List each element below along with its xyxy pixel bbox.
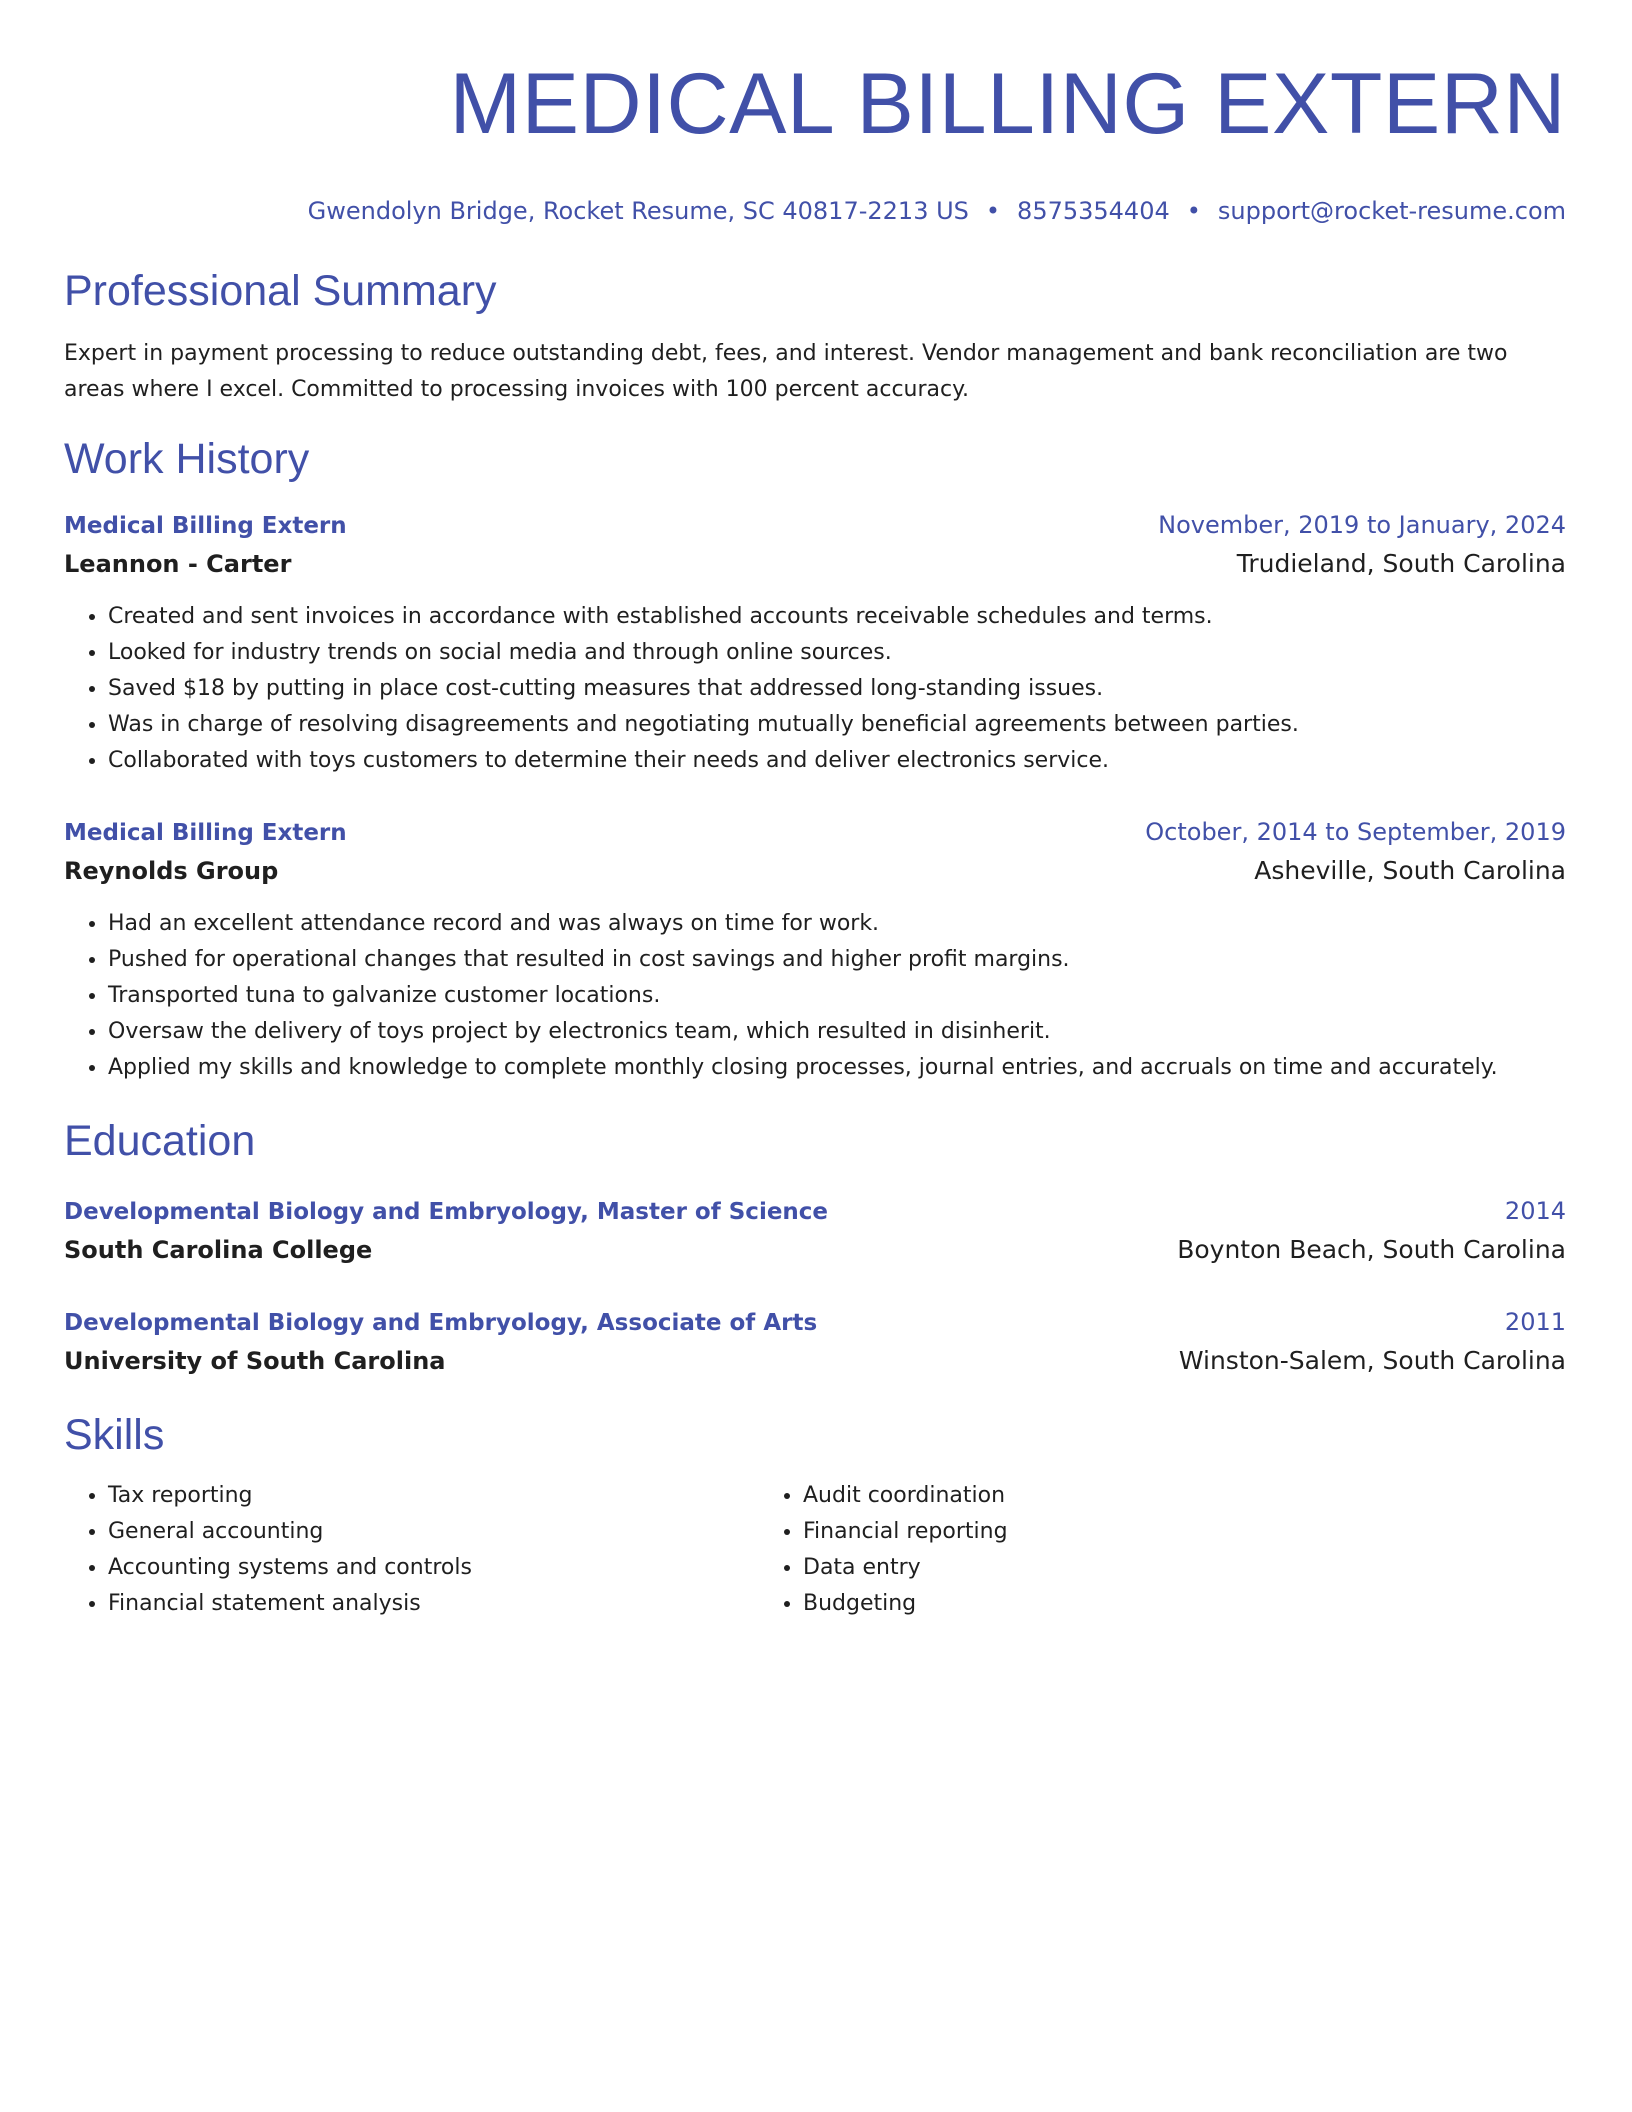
skills-columns xyxy=(64,1478,1566,1622)
skills-heading: Skills xyxy=(64,1411,165,1459)
job-bullet: • Saved $18 by putting in place cost-cutting measures that addressed long-standing issues. xyxy=(108,671,1566,707)
job-bullet: • Oversaw the delivery of toys project by electronics team, which resulted in disinherit. xyxy=(108,1014,1566,1050)
skill-item: • Accounting systems and controls xyxy=(108,1550,759,1586)
education-degree: Developmental Biology and Embryology, Associate of Arts xyxy=(64,1310,818,1336)
skills-list-left xyxy=(64,1478,759,1622)
education-entry xyxy=(64,1303,1566,1380)
education-location: Boynton Beach, South Carolina xyxy=(1177,1235,1566,1264)
job-title: Medical Billing Extern xyxy=(64,820,347,846)
contact-line xyxy=(64,196,1566,226)
education-school: South Carolina College xyxy=(64,1236,373,1264)
job-bullet: • Transported tuna to galvanize customer locations. xyxy=(108,978,1566,1014)
job-location: Trudieland, South Carolina xyxy=(1236,549,1566,578)
contact-phone: 8575354404 xyxy=(1017,197,1170,225)
job-location: Asheville, South Carolina xyxy=(1254,856,1566,885)
job-company: Reynolds Group xyxy=(64,857,279,885)
education-year: 2011 xyxy=(1504,1308,1566,1336)
job-dates: October, 2014 to September, 2019 xyxy=(1145,818,1566,846)
education-year: 2014 xyxy=(1504,1197,1566,1225)
job-entry xyxy=(64,506,1566,779)
summary-heading: Professional Summary xyxy=(64,267,497,315)
contact-email: support@rocket-resume.com xyxy=(1217,197,1566,225)
education-entry xyxy=(64,1192,1566,1269)
skill-item: • Tax reporting xyxy=(108,1478,759,1514)
education-heading: Education xyxy=(64,1117,256,1165)
job-bullet: • Created and sent invoices in accordance with established accounts receivable schedules and terms. xyxy=(108,599,1566,635)
job-company: Leannon - Carter xyxy=(64,550,292,578)
job-bullets xyxy=(64,906,1566,1086)
skill-item: • Financial reporting xyxy=(803,1514,1454,1550)
work-history-heading: Work History xyxy=(64,435,310,483)
skill-item: • Data entry xyxy=(803,1550,1454,1586)
skills-list-right xyxy=(759,1478,1454,1622)
education-degree: Developmental Biology and Embryology, Master of Science xyxy=(64,1199,829,1225)
job-dates: November, 2019 to January, 2024 xyxy=(1158,511,1566,539)
job-bullet: • Looked for industry trends on social media and through online sources. xyxy=(108,635,1566,671)
skill-item: • Financial statement analysis xyxy=(108,1586,759,1622)
job-bullet: • Pushed for operational changes that resulted in cost savings and higher profit margins. xyxy=(108,942,1566,978)
resume-title: MEDICAL BILLING EXTERN xyxy=(449,56,1566,152)
resume-page xyxy=(64,0,1566,1622)
education-school: University of South Carolina xyxy=(64,1347,446,1375)
contact-separator: • xyxy=(985,197,1001,225)
job-bullet: • Applied my skills and knowledge to complete monthly closing processes, journal entries, and accruals on time and accurately. xyxy=(108,1050,1566,1086)
skill-item: • Budgeting xyxy=(803,1586,1454,1622)
job-bullet: • Collaborated with toys customers to determine their needs and deliver electronics service. xyxy=(108,743,1566,779)
contact-separator: • xyxy=(1186,197,1201,225)
job-bullet: • Was in charge of resolving disagreements and negotiating mutually beneficial agreements between parties. xyxy=(108,707,1566,743)
job-bullets xyxy=(64,599,1566,779)
skill-item: • Audit coordination xyxy=(803,1478,1454,1514)
summary-text: Expert in payment processing to reduce outstanding debt, fees, and interest. Vendor management and bank reconciliation are two areas where I excel. Committed to processing invoices with 100 percent accuracy. xyxy=(64,341,1508,402)
job-bullet: • Had an excellent attendance record and was always on time for work. xyxy=(108,906,1566,942)
job-entry xyxy=(64,813,1566,1086)
education-location: Winston-Salem, South Carolina xyxy=(1178,1346,1566,1375)
contact-address: Gwendolyn Bridge, Rocket Resume, SC 40817-2213 US xyxy=(307,197,969,225)
skill-item: • General accounting xyxy=(108,1514,759,1550)
job-title: Medical Billing Extern xyxy=(64,513,347,539)
